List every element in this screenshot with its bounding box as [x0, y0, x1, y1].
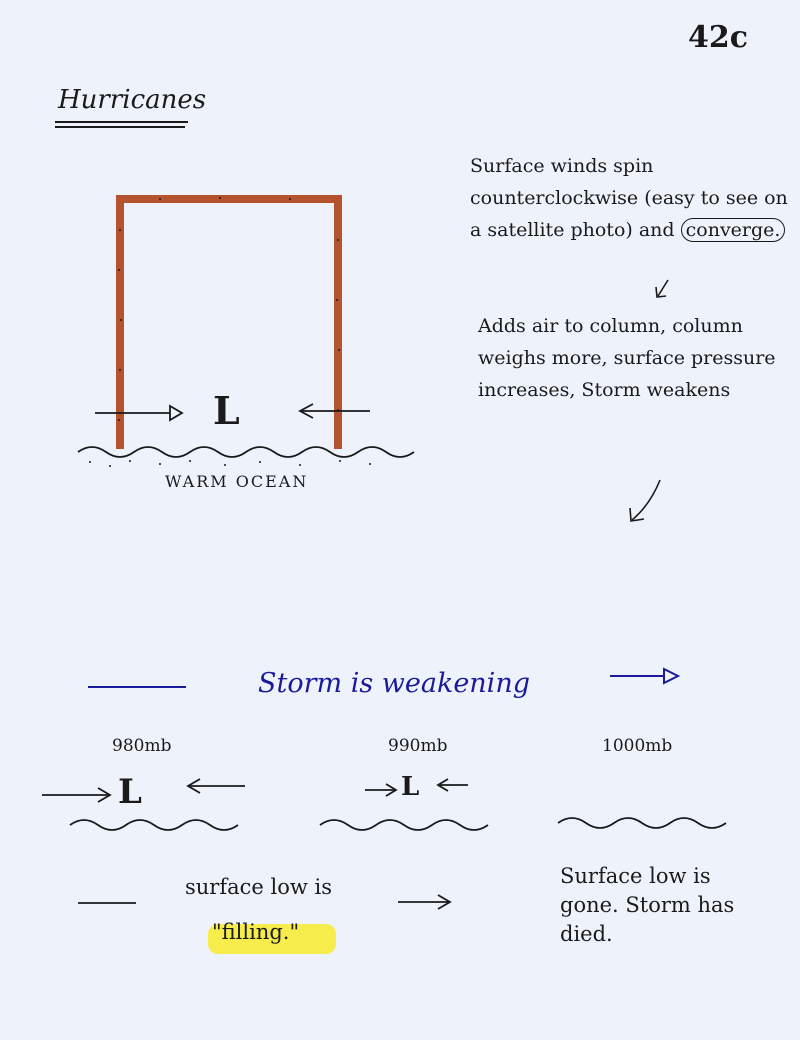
surface-low-gone-note: Surface low is gone. Storm has died.: [560, 864, 735, 946]
arrow-weakens-down: [632, 480, 660, 520]
pressure-label-990: 990mb: [388, 736, 448, 756]
stage-990-waves: [320, 820, 488, 830]
page-title: Hurricanes: [58, 85, 207, 115]
column-top-wall: [116, 195, 338, 203]
note-surface-winds-text: Surface winds spin counterclockwise (easy to see on a satellite photo) and: [470, 155, 788, 241]
ocean-label: WARM OCEAN: [165, 472, 309, 491]
low-symbol-990: L: [401, 772, 420, 802]
stage-980-waves: [70, 820, 238, 830]
pressure-label-1000: 1000mb: [602, 736, 673, 756]
note-surface-winds: [470, 150, 790, 246]
arrow-left-head: [170, 406, 182, 420]
stage-1000-waves: [558, 818, 726, 828]
ocean-stipple: [89, 460, 371, 467]
storm-weakening-banner: Storm is weakening: [258, 668, 530, 699]
page-number: 42c: [688, 20, 749, 55]
arrow-converge-down: [658, 280, 668, 296]
stage-980-arrows: [42, 779, 245, 802]
note-column-weighs-more: Adds air to column, column weighs more, surface pressure increases, Storm weakens: [478, 315, 776, 401]
banner-arrow-head: [664, 669, 678, 683]
converge-boxed-word: converge.: [681, 218, 786, 242]
column-left-wall: [116, 199, 124, 449]
low-pressure-symbol: L: [213, 388, 240, 433]
pressure-label-980: 980mb: [112, 736, 172, 756]
filling-word: "filling.": [212, 920, 300, 944]
ocean-waves-top: [78, 447, 414, 457]
filling-caption: surface low is: [185, 875, 332, 899]
low-symbol-980: L: [118, 772, 142, 812]
